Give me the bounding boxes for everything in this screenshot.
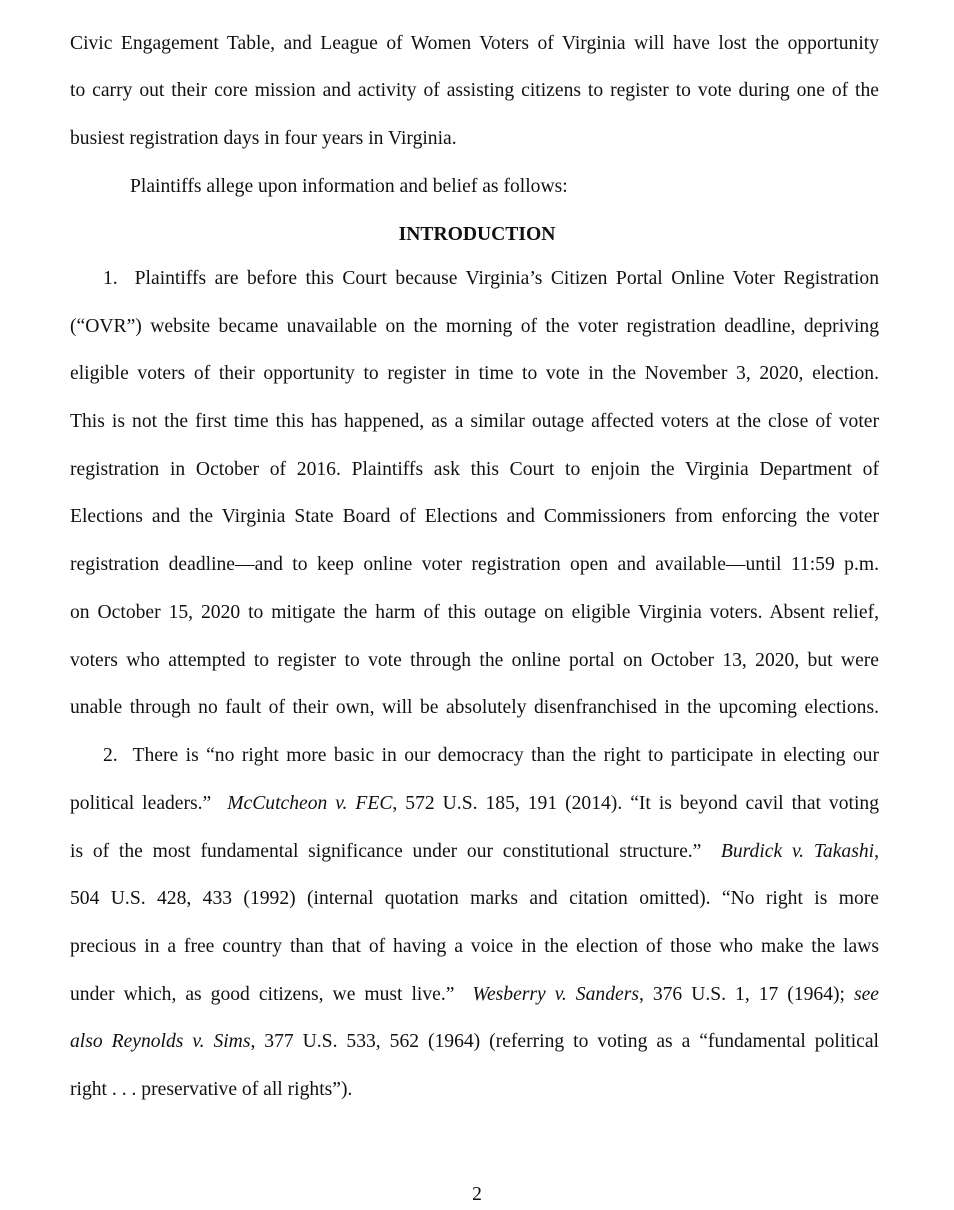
case-citation-reynolds: also Reynolds v. Sims <box>70 1031 251 1052</box>
paragraph-1-line-9: voters who attempted to register to vote through the online portal on October 13, 2020, but were <box>70 650 879 671</box>
paragraph-2-number: 2. <box>103 745 118 766</box>
paragraph-2-line-1 <box>103 741 879 771</box>
case-citation-burdick: Burdick v. Takashi <box>720 841 875 862</box>
paragraph-2-line-6 <box>70 980 879 1010</box>
paragraph-1-line-7: registration deadline—and to keep online voter registration open and available—until 11:59 p.m. <box>70 554 879 575</box>
paragraph-2-quote-end: political leaders.” <box>70 793 212 814</box>
case-citation-mccutcheon: McCutcheon v. FEC <box>227 793 393 814</box>
citation-text: , 572 U.S. 185, 191 (2014). “It is beyond cavil that voting <box>392 793 880 814</box>
paragraph-2-line-3 <box>70 837 879 867</box>
paragraph-1-line-10: unable through no fault of their own, will be absolutely disenfranchised in the upcoming elections. <box>70 697 879 718</box>
opening-paragraph-line-1: Civic Engagement Table, and League of Women Voters of Virginia will have lost the opportunity <box>70 33 879 54</box>
paragraph-2-line-2 <box>70 789 879 819</box>
section-heading: INTRODUCTION <box>398 224 556 245</box>
paragraph-2-line-8: right . . . preservative of all rights”). <box>70 1079 353 1100</box>
opening-paragraph-line-2: to carry out their core mission and activity of assisting citizens to register to vote during one of the <box>70 80 879 101</box>
paragraph-1-line-1 <box>103 264 879 294</box>
opening-paragraph-line-3: busiest registration days in four years in Virginia. <box>70 128 457 149</box>
quote-text: under which, as good citizens, we must live.” <box>70 984 455 1005</box>
citation-signal-see: see <box>853 984 879 1005</box>
paragraph-1-line-2: (“OVR”) website became unavailable on the morning of the voter registration deadline, depriving <box>70 316 879 337</box>
paragraph-1-line-5: registration in October of 2016. Plaintiffs ask this Court to enjoin the Virginia Department of <box>70 459 879 480</box>
paragraph-2-line-7 <box>70 1027 879 1057</box>
paragraph-1-line-8: on October 15, 2020 to mitigate the harm of this outage on eligible Virginia voters. Absent relief, <box>70 602 879 623</box>
paragraph-2-line-5: precious in a free country than that of having a voice in the election of those who make the laws <box>70 936 879 957</box>
allegation-intro: Plaintiffs allege upon information and belief as follows: <box>130 176 568 197</box>
paragraph-2-text: There is “no right more basic in our democracy than the right to participate in electing our <box>132 745 879 766</box>
paragraph-1-number: 1. <box>103 268 118 289</box>
paragraph-1-line-6: Elections and the Virginia State Board of Elections and Commissioners from enforcing the voter <box>70 506 879 527</box>
quote-text: is of the most fundamental significance under our constitutional structure.” <box>70 841 702 862</box>
case-citation-wesberry: Wesberry v. Sanders <box>472 984 639 1005</box>
citation-text: , 376 U.S. 1, 17 (1964); <box>638 984 845 1005</box>
paragraph-2-line-4: 504 U.S. 428, 433 (1992) (internal quotation marks and citation omitted). “No right is more <box>70 888 879 909</box>
paragraph-1-line-4: This is not the first time this has happened, as a similar outage affected voters at the close of voter <box>70 411 879 432</box>
citation-text: , 377 U.S. 533, 562 (1964) (referring to voting as a “fundamental political <box>250 1031 879 1052</box>
paragraph-1-line-3: eligible voters of their opportunity to register in time to vote in the November 3, 2020, election. <box>70 363 879 384</box>
page-number: 2 <box>472 1184 482 1205</box>
citation-text: , <box>874 841 879 862</box>
paragraph-1-text: Plaintiffs are before this Court because Virginia’s Citizen Portal Online Voter Registration <box>134 268 879 289</box>
